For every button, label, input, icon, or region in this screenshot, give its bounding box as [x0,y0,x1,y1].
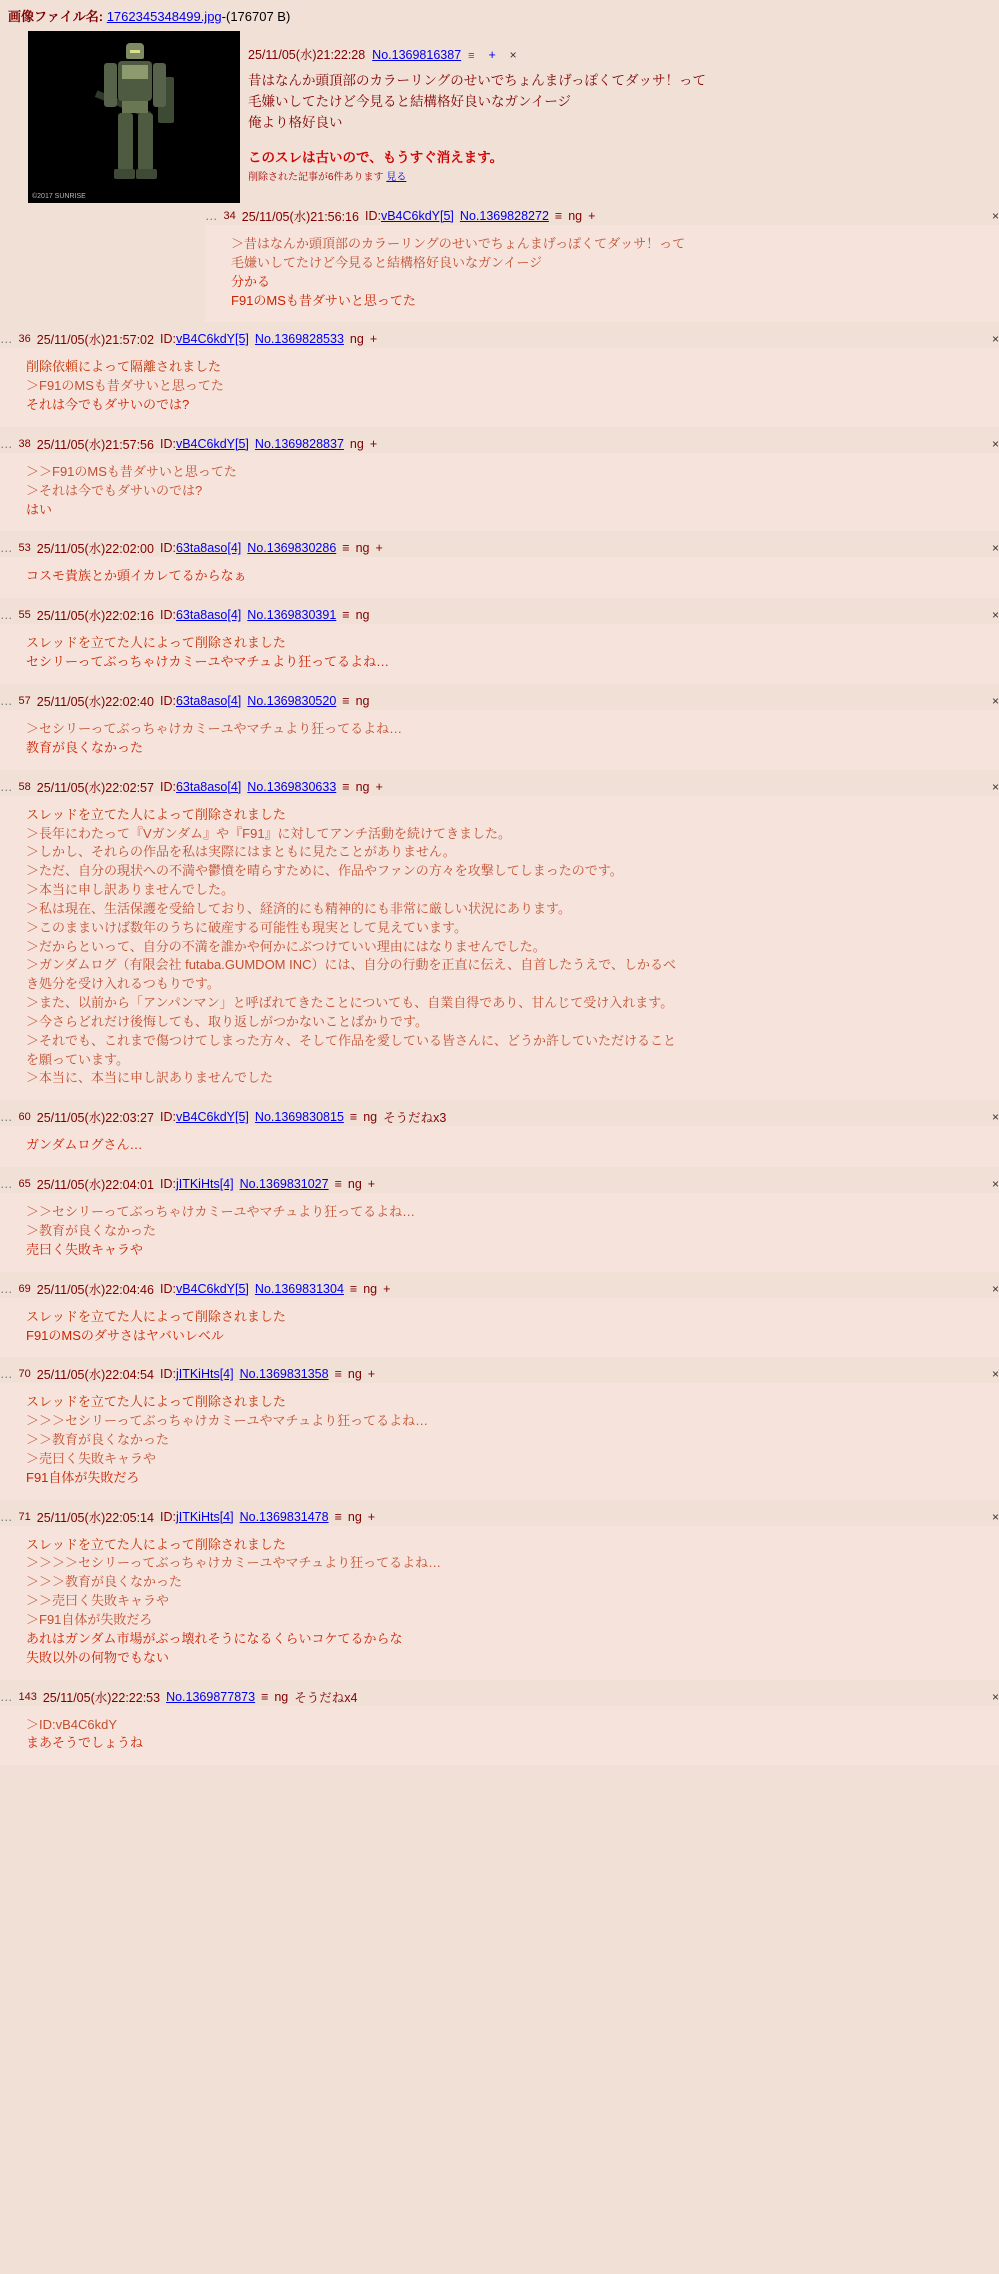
reply-post-number[interactable]: No.1369828837 [254,436,344,451]
quote-line: ＞私は現在、生活保護を受給しており、経済的にも精神的にも非常に厳しい状況にあります。 [26,900,571,916]
reply-index: 57 [18,694,31,707]
reply-index: 65 [18,1178,31,1191]
reply-date: 25/11/05(水)22:02:00 [36,542,154,557]
reply-index: 70 [18,1368,31,1381]
reply-post [0,539,999,598]
menu-icon[interactable]: ≡ [349,1281,358,1296]
left-foot-shape [114,169,135,179]
close-icon[interactable]: × [991,1367,999,1382]
quote-line: ＞教育が良くなかった [26,1223,157,1238]
system-notice: スレッドを立てた人によって削除されました [26,806,286,822]
reply-date: 25/11/05(水)22:04:54 [36,1368,154,1383]
close-icon[interactable]: × [991,209,999,223]
reply-meta [0,778,999,796]
system-notice: 削除依頼によって隔離されました [26,359,222,375]
menu-icon[interactable]: ≡ [468,50,475,62]
reply-post-number[interactable]: No.1369877873 [166,1689,256,1704]
menu-icon[interactable]: ≡ [334,1509,342,1524]
close-icon[interactable]: × [991,1281,999,1296]
ng-button[interactable]: ng [274,1689,289,1704]
body-line: まあそうでしょうね [26,1735,144,1751]
reply-meta [0,435,999,453]
collapse-dots[interactable]: … [0,541,13,556]
reply-date: 25/11/05(水)22:02:16 [36,609,154,624]
collapse-dots[interactable]: … [0,1281,13,1296]
reply-post-number[interactable]: No.1369830815 [254,1110,344,1125]
op-body [236,71,999,134]
expand-plus-icon[interactable]: + [375,541,383,556]
menu-icon[interactable]: ≡ [342,693,350,708]
reply-id-label: ID: [159,779,176,794]
waist-shape [122,101,148,113]
reply-date: 25/11/05(水)21:56:16 [241,210,359,224]
reply-index: 55 [18,609,31,622]
post-separator [0,1765,999,1773]
body-line: 教育が良くなかった [26,739,144,755]
reply-id-link[interactable]: 63ta8aso[4] [175,608,242,623]
reply-meta [0,539,999,557]
collapse-dots[interactable]: … [0,779,13,794]
quote-line: き処分を受け入れるつもりです。 [26,976,220,992]
op-post-number[interactable]: No.1369816387 [372,48,462,62]
reply-date: 25/11/05(水)22:04:46 [36,1282,154,1297]
reply-id-label: ID: [159,1509,176,1524]
reply-post-number[interactable]: No.1369828533 [254,332,344,347]
reply-id-label: ID: [159,1110,176,1125]
reply-body [0,348,999,427]
ng-button[interactable]: ng [349,436,364,451]
body-line: F91のMSのダサさはヤバいレベル [26,1327,224,1343]
collapse-dots[interactable]: … [205,209,218,223]
body-line: 売曰く失敗キャラや [26,1241,144,1257]
collapse-dots[interactable]: … [0,693,13,708]
reply-index: 58 [18,780,31,793]
quote-line: ＞＞＞教育が良くなかった [26,1574,183,1590]
reply-meta [0,692,999,710]
reply-body [0,557,999,598]
reply-post-number[interactable]: No.1369831304 [254,1281,344,1296]
right-arm-shape [153,63,166,107]
system-notice: スレッドを立てた人によって削除されました [26,1394,286,1410]
left-arm-shape [104,63,117,107]
deleted-posts-link[interactable]: 見る [386,171,407,183]
quote-line: 毛嫌いしてたけど今見ると結構格好良いなガンイージ [231,254,543,270]
reply-body [205,225,999,322]
post-separator [0,770,999,778]
reply-date: 25/11/05(水)21:57:56 [36,437,154,452]
reply-body [0,796,999,1101]
close-icon[interactable]: × [509,48,517,62]
close-icon[interactable]: × [991,1177,999,1192]
post-separator [0,1680,999,1688]
quote-line: ＞＞売曰く失敗キャラや [26,1593,170,1609]
reply-post [205,207,999,322]
reply-index: 71 [18,1510,31,1523]
reply-id-link[interactable]: vB4C6kdY[5] [380,209,454,223]
body-line: はい [26,501,53,517]
reply-body [0,453,999,532]
reply-post [0,1508,999,1680]
reply-post [0,1175,999,1272]
reply-index: 60 [18,1111,31,1124]
file-label: 画像ファイル名: [8,9,104,24]
deleted-posts-note [236,168,999,183]
reply-id-link[interactable]: jITKiHts[4] [175,1367,234,1382]
visor-shape [130,50,140,53]
reply-id-link[interactable]: 63ta8aso[4] [175,779,242,794]
reply-body [0,710,999,770]
deleted-posts-text: 削除された記事が6件あります [248,171,384,183]
reply-id [160,541,241,555]
reply-post-number[interactable]: No.1369830286 [247,541,337,556]
post-separator [0,531,999,539]
reply-index: 34 [223,210,236,222]
ng-button[interactable]: ng [347,1367,362,1382]
reply-date: 25/11/05(水)21:57:02 [36,333,154,348]
close-icon[interactable]: × [991,332,999,347]
collapse-dots[interactable]: … [0,1509,13,1524]
post-separator [0,1500,999,1508]
collapse-dots[interactable]: … [0,608,13,623]
reply-id-label: ID: [159,1367,176,1382]
expand-plus-icon[interactable]: + [367,1367,376,1382]
quote-line: ＞長年にわたって『Vガンダム』や『F91』に対してアンチ活動を続けてきました。 [26,825,512,841]
reply-index: 36 [18,333,31,346]
quote-line: ＞それは今でもダサいのでは? [26,482,203,498]
reply-post-number[interactable]: No.1369828272 [459,209,549,223]
thumbnail-container[interactable] [28,31,240,203]
menu-icon[interactable]: ≡ [342,541,350,556]
reply-post [0,435,999,532]
reply-id-link[interactable]: vB4C6kdY[5] [175,1110,249,1125]
reply-meta [0,1365,999,1383]
collapse-dots[interactable]: … [0,332,13,347]
quote-line: ＞本当に、本当に申し訳ありませんでした [26,1070,274,1086]
reply-id [160,1282,249,1296]
reply-id [160,608,241,622]
expand-plus-icon[interactable]: + [367,1509,376,1524]
menu-icon[interactable]: ≡ [342,779,350,794]
reply-id-link[interactable]: vB4C6kdY[5] [175,332,249,347]
expand-plus-icon[interactable]: + [383,1281,391,1296]
post-separator [0,1167,999,1175]
reply-date: 25/11/05(水)22:05:14 [36,1510,154,1525]
file-name-link[interactable]: 1762345348499.jpg [106,9,222,24]
body-line: セシリーってぶっちゃけカミーユやマチュより狂ってるよね… [26,654,390,670]
reply-id [160,437,249,451]
expand-plus-icon[interactable]: + [369,436,378,451]
ng-button[interactable]: ng [355,779,370,794]
expand-plus-icon[interactable]: + [375,779,383,794]
reply-date: 25/11/05(水)22:02:57 [36,780,154,795]
reply-post-number[interactable]: No.1369830391 [247,608,337,623]
reply-post [0,1688,999,1766]
system-notice: スレッドを立てた人によって削除されました [26,635,286,651]
body-line: F91自体が失敗だろ [26,1469,140,1485]
post-separator [0,427,999,435]
quote-line: ＞セシリーってぶっちゃけカミーユやマチュより狂ってるよね… [26,720,403,736]
reply-body [0,1706,999,1766]
original-post [236,27,999,183]
expand-plus-icon[interactable]: + [367,1177,376,1192]
reply-meta [0,1108,999,1126]
reply-id-link[interactable]: 63ta8aso[4] [175,693,242,708]
quote-line: を願っています。 [26,1051,129,1067]
reply-post [0,692,999,770]
reply-index: 38 [18,437,31,450]
reply-post-number[interactable]: No.1369830520 [247,693,337,708]
reply-post [0,1108,999,1167]
mecha-illustration [92,43,182,193]
post-separator [0,1357,999,1365]
close-icon[interactable]: × [991,1509,999,1524]
reply-id-link[interactable]: vB4C6kdY[5] [175,436,249,451]
op-line: 毛嫌いしてたけど今見ると結構格好良いなガンイージ [248,93,572,109]
reply-meta [0,330,999,348]
reply-meta [205,207,999,225]
reply-post-number[interactable]: No.1369830633 [247,779,337,794]
reply-date: 25/11/05(水)22:04:01 [36,1178,154,1193]
quote-line: ＞だからといって、自分の不満を誰かや何かにぶつけていい理由にはなりませんでした。 [26,938,546,954]
op-date: 25/11/05(水)21:22:28 [248,48,366,62]
ng-button[interactable]: ng [347,1509,362,1524]
reply-id [160,332,249,346]
ng-button[interactable]: ng [355,693,370,708]
reply-id [160,1510,234,1524]
ng-button[interactable]: ng [349,332,364,347]
chest-shape [122,65,148,79]
reply-body [0,1193,999,1272]
collapse-dots[interactable]: … [0,1177,13,1192]
reply-date: 25/11/05(水)22:03:27 [36,1111,154,1126]
ng-button[interactable]: ng [568,209,583,223]
reply-list [0,207,999,1773]
ng-button[interactable]: ng [363,1110,378,1125]
reply-id [160,1367,234,1381]
reply-meta [0,1175,999,1193]
quote-line: ＞＞＞＞セシリーってぶっちゃけカミーユやマチュより狂ってるよね… [26,1555,442,1571]
reply-index: 143 [18,1690,37,1703]
reply-id-label: ID: [159,332,176,347]
reply-id-label: ID: [364,209,381,223]
quote-line: ＞＞＞セシリーってぶっちゃけカミーユやマチュより狂ってるよね… [26,1413,429,1429]
quote-line: ＞ただ、自分の現状への不満や鬱憤を晴らすために、作品やファンの方々を攻撃してしまったのです。 [26,863,623,879]
ng-button[interactable]: ng [355,608,370,623]
post-separator [0,1272,999,1280]
ng-button[interactable]: ng [355,541,370,556]
collapse-dots[interactable]: … [0,1367,13,1382]
right-leg-shape [138,113,153,171]
op-line: 昔はなんか頭頂部のカラーリングのせいでちょんまげっぽくてダッサ！って [248,73,707,88]
reply-post-number[interactable]: No.1369831027 [239,1177,329,1192]
close-icon[interactable]: × [991,1110,999,1125]
reply-id [365,209,454,223]
system-notice: スレッドを立てた人によって削除されました [26,1536,286,1552]
quote-line: ＞また、以前から「アンパンマン」と呼ばれてきたことについても、自業自得であり、甘んじて受け入れます。 [26,995,674,1011]
reply-body [0,624,999,684]
file-size: -(176707 B) [221,9,291,24]
post-separator [0,684,999,692]
close-icon[interactable]: × [991,541,999,556]
body-line: ガンダムログさん… [26,1137,143,1153]
reply-meta [0,1508,999,1526]
sodane-count: そうだねx3 [383,1111,447,1126]
reply-id-label: ID: [159,541,176,556]
post-separator [0,1100,999,1108]
menu-icon[interactable]: ≡ [334,1177,342,1192]
reply-meta [0,1688,999,1706]
close-icon[interactable]: × [991,436,999,451]
thread-expiry-warning: このスレは古いので、もうすぐ消えます。 [248,149,504,165]
reply-id-link[interactable]: jITKiHts[4] [175,1177,234,1192]
close-icon[interactable]: × [991,693,999,708]
quote-line: ＞ガンダムログ（有限会社 futaba.GUMDOM INC）には、自分の行動を正直に伝え、自首したうえで、しかるべ [26,957,677,973]
reply-post [0,1280,999,1358]
quote-line: ＞今さらどれだけ後悔しても、取り返しがつかないことばかりです。 [26,1013,428,1029]
collapse-dots[interactable]: … [0,1689,13,1704]
body-line: それは今でもダサいのでは? [26,397,190,413]
quote-line: ＞売曰く失敗キャラや [26,1450,157,1466]
sodane-count: そうだねx4 [294,1690,358,1705]
reply-id [160,694,241,708]
reply-date: 25/11/05(水)22:02:40 [36,694,154,709]
reply-id-link[interactable]: 63ta8aso[4] [175,541,242,556]
reply-id-link[interactable]: jITKiHts[4] [175,1509,234,1524]
quote-line: ＞昔はなんか頭頂部のカラーリングのせいでちょんまげっぽくてダッサ！って [231,236,686,251]
reply-meta [0,1280,999,1298]
reply-body [0,1383,999,1499]
menu-icon[interactable]: ≡ [334,1367,342,1382]
menu-icon[interactable]: ≡ [261,1689,269,1704]
post-separator [0,598,999,606]
body-line: あれはガンダム市場がぶっ壊れそうになるくらいコケてるからな [26,1630,403,1646]
reply-body [0,1126,999,1167]
ng-button[interactable]: ng [363,1281,378,1296]
close-icon[interactable]: × [991,608,999,623]
quote-line: ＞本当に申し訳ありませんでした。 [26,882,235,898]
close-icon[interactable]: × [991,1689,999,1704]
quote-line: ＞＞F91のMSも昔ダサいと思ってた [26,463,237,479]
ng-button[interactable]: ng [347,1177,362,1192]
post-separator [0,322,999,330]
reply-id [160,780,241,794]
file-header [0,0,999,27]
reply-id [160,1110,249,1124]
reply-meta [0,606,999,624]
expand-plus-icon[interactable]: + [369,332,378,347]
expand-plus-icon[interactable]: + [588,209,596,223]
expand-plus-icon[interactable]: + [488,48,496,62]
reply-id-label: ID: [159,1281,176,1296]
reply-post [0,778,999,1101]
image-credit: ©2017 SUNRISE [32,193,86,200]
left-leg-shape [118,113,133,171]
reply-index: 53 [18,542,31,555]
reply-post [0,330,999,427]
reply-post-number[interactable]: No.1369831478 [239,1509,329,1524]
menu-icon[interactable]: ≡ [554,209,563,223]
reply-date: 25/11/05(水)22:22:53 [42,1690,161,1705]
quote-line: ＞＞教育が良くなかった [26,1432,170,1448]
reply-body [0,1526,999,1680]
reply-id-label: ID: [159,693,176,708]
reply-post [0,606,999,684]
body-line: F91のMSも昔ダサいと思ってた [231,292,416,308]
reply-body [0,1298,999,1358]
quote-line: ＞F91のMSも昔ダサいと思ってた [26,378,224,394]
reply-id-label: ID: [159,436,176,451]
right-foot-shape [136,169,157,179]
quote-line: ＞しかし、それらの作品を私は実際にはまともに見たことがありません。 [26,844,456,860]
reply-post [0,1365,999,1499]
quote-line: ＞F91自体が失敗だろ [26,1611,153,1627]
quote-line: ＞ID:vB4C6kdY [26,1716,118,1732]
reply-id-link[interactable]: vB4C6kdY[5] [175,1281,249,1296]
close-icon[interactable]: × [991,779,999,794]
op-meta [236,45,999,63]
reply-id [160,1177,234,1191]
body-line: コスモ貴族とか頭イカレてるからなぁ [26,568,247,584]
reply-id-label: ID: [159,608,176,623]
reply-id-label: ID: [159,1177,176,1192]
body-line: 失敗以外の何物でもない [26,1649,170,1665]
reply-index: 69 [18,1282,31,1295]
menu-icon[interactable]: ≡ [349,1110,358,1125]
collapse-dots[interactable]: … [0,436,13,451]
collapse-dots[interactable]: … [0,1110,13,1125]
op-line: 俺より格好良い [248,114,343,130]
quote-line: ＞＞セシリーってぶっちゃけカミーユやマチュより狂ってるよね… [26,1204,416,1220]
menu-icon[interactable]: ≡ [342,608,350,623]
reply-post-number[interactable]: No.1369831358 [239,1367,329,1382]
quote-line: ＞このままいけば数年のうちに破産する可能性も現実として見えています。 [26,919,467,935]
quote-line: ＞それでも、これまで傷つけてしまった方々、そして作品を愛している皆さんに、どうか許していただけること [26,1032,677,1048]
system-notice: スレッドを立てた人によって削除されました [26,1308,286,1324]
body-line: 分かる [231,273,271,289]
post-image[interactable] [28,31,240,203]
